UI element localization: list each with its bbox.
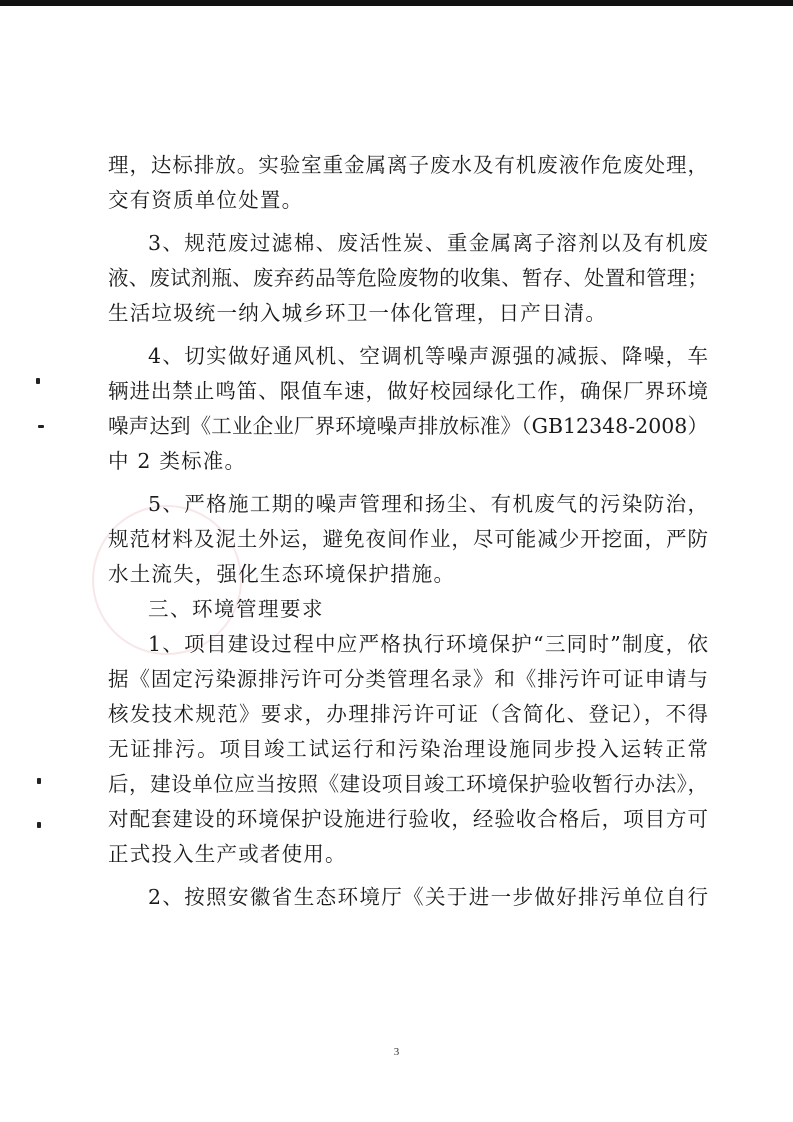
paragraph bbox=[108, 148, 708, 218]
paragraph bbox=[108, 339, 708, 479]
text-line: 后，建设单位应当按照《建设项目竣工环境保护验收暂行办法》， bbox=[108, 772, 708, 796]
text-line: 据《固定污染源排污许可分类管理名录》和《排污许可证申请与 bbox=[108, 667, 708, 691]
text-line: 液、废试剂瓶、废弃药品等危险废物的收集、暂存、处置和管理； bbox=[108, 266, 708, 290]
paragraph bbox=[108, 880, 708, 915]
scan-edge bbox=[0, 0, 793, 6]
text-line: 4、切实做好通风机、空调机等噪声源强的减振、降噪，车 bbox=[148, 344, 708, 368]
section-heading: 三、环境管理要求 bbox=[148, 597, 324, 621]
text-line: 3、规范废过滤棉、废活性炭、重金属离子溶剂以及有机废 bbox=[148, 231, 708, 255]
text-line: 噪声达到《工业企业厂界环境噪声排放标准》（GB12348-2008） bbox=[108, 414, 708, 438]
text-line: 1、项目建设过程中应严格执行环境保护“三同时”制度，依 bbox=[148, 632, 708, 656]
text-line: 核发技术规范》要求，办理排污许可证（含简化、登记），不得 bbox=[108, 702, 708, 726]
text-line: 生活垃圾统一纳入城乡环卫一体化管理，日产日清。 bbox=[108, 301, 608, 325]
document-body bbox=[108, 148, 708, 915]
text-line: 交有资质单位处置。 bbox=[108, 188, 304, 212]
page-number: 3 bbox=[393, 1046, 400, 1058]
text-line: 正式投入生产或者使用。 bbox=[108, 842, 347, 866]
binding-hole-mark bbox=[38, 425, 44, 428]
text-line: 对配套建设的环境保护设施进行验收，经验收合格后，项目方可 bbox=[108, 807, 708, 831]
binding-hole-mark bbox=[37, 778, 41, 784]
text-line: 无证排污。项目竣工试运行和污染治理设施同步投入运转正常 bbox=[108, 737, 708, 761]
text-line: 辆进出禁止鸣笛、限值车速，做好校园绿化工作，确保厂界环境 bbox=[108, 379, 708, 403]
text-line: 理，达标排放。实验室重金属离子废水及有机废液作危废处理， bbox=[108, 153, 708, 177]
binding-hole-mark bbox=[36, 378, 40, 384]
text-line: 2、按照安徽省生态环境厅《关于进一步做好排污单位自行 bbox=[148, 885, 708, 909]
text-line: 中 2 类标准。 bbox=[108, 449, 247, 473]
paragraph bbox=[108, 226, 708, 331]
paragraph bbox=[108, 487, 708, 592]
text-line: 水土流失，强化生态环境保护措施。 bbox=[108, 562, 456, 586]
binding-hole-mark bbox=[37, 822, 41, 828]
paragraph bbox=[108, 627, 708, 872]
text-line: 规范材料及泥土外运，避免夜间作业，尽可能减少开挖面，严防 bbox=[108, 527, 708, 551]
text-line: 5、严格施工期的噪声管理和扬尘、有机废气的污染防治， bbox=[148, 492, 708, 516]
